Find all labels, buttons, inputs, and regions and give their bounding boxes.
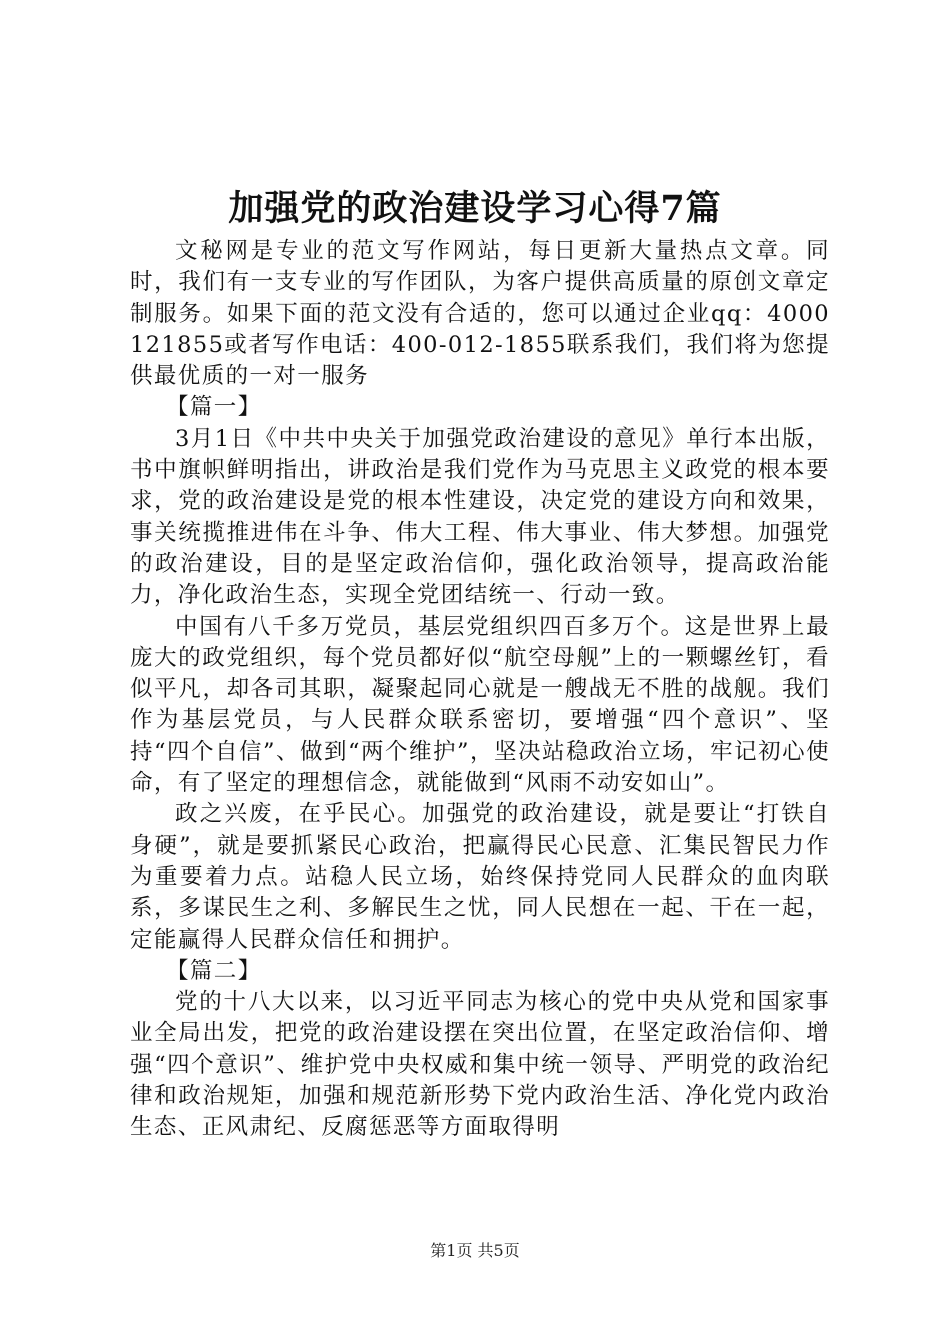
body-paragraph: 3月1日《中共中央关于加强党政治建设的意见》单行本出版，书中旗帜鲜明指出，讲政治是我们党作为马克思主义政党的根本要求，党的政治建设是党的根本性建设，决定党的建设方向和效果，事关统揽推进伟在斗争、伟大工程、伟大事业、伟大梦想。加强党的政治建设，目的是坚定政治信仰，强化政治领导，提高政治能力，净化政治生态，实现全党团结统一、行动一致。 [130, 425, 830, 609]
section-heading-1: 【篇一】 [166, 394, 262, 421]
intro-paragraph: 文秘网是专业的范文写作网站，每日更新大量热点文章。同时，我们有一支专业的写作团队，为客户提供高质量的原创文章定制服务。如果下面的范文没有合适的，您可以通过企业qq：4000121855或者写作电话：400-012-1855联系我们，我们将为您提供最优质的一对一服务 [130, 238, 830, 390]
section-heading-2: 【篇二】 [166, 957, 262, 984]
body-paragraph: 中国有八千多万党员，基层党组织四百多万个。这是世界上最庞大的政党组织，每个党员都好似“航空母舰”上的一颗螺丝钉，看似平凡，却各司其职，凝聚起同心就是一艘战无不胜的战舰。我们作为基层党员，与人民群众联系密切，要增强“四个意识”、坚持“四个自信”、做到“两个维护”，坚决站稳政治立场，牢记初心使命，有了坚定的理想信念，就能做到“风雨不动安如山”。 [130, 613, 830, 797]
document-body [130, 236, 830, 1144]
document-title: 加强党的政治建设学习心得7篇 [228, 188, 722, 229]
body-paragraph: 党的十八大以来，以习近平同志为核心的党中央从党和国家事业全局出发，把党的政治建设摆在突出位置，在坚定政治信仰、增强“四个意识”、维护党中央权威和集中统一领导、严明党的政治纪律和政治规矩，加强和规范新形势下党内政治生活、净化党内政治生态、正风肃纪、反腐惩恶等方面取得明 [130, 989, 830, 1141]
body-paragraph: 政之兴废，在乎民心。加强党的政治建设，就是要让“打铁自身硬”，就是要抓紧民心政治，把赢得民心民意、汇集民智民力作为重要着力点。站稳人民立场，始终保持党同人民群众的血肉联系，多谋民生之利、多解民生之忧，同人民想在一起、干在一起，定能赢得人民群众信任和拥护。 [130, 801, 830, 953]
page-number-footer: 第1页 共5页 [430, 1241, 520, 1260]
